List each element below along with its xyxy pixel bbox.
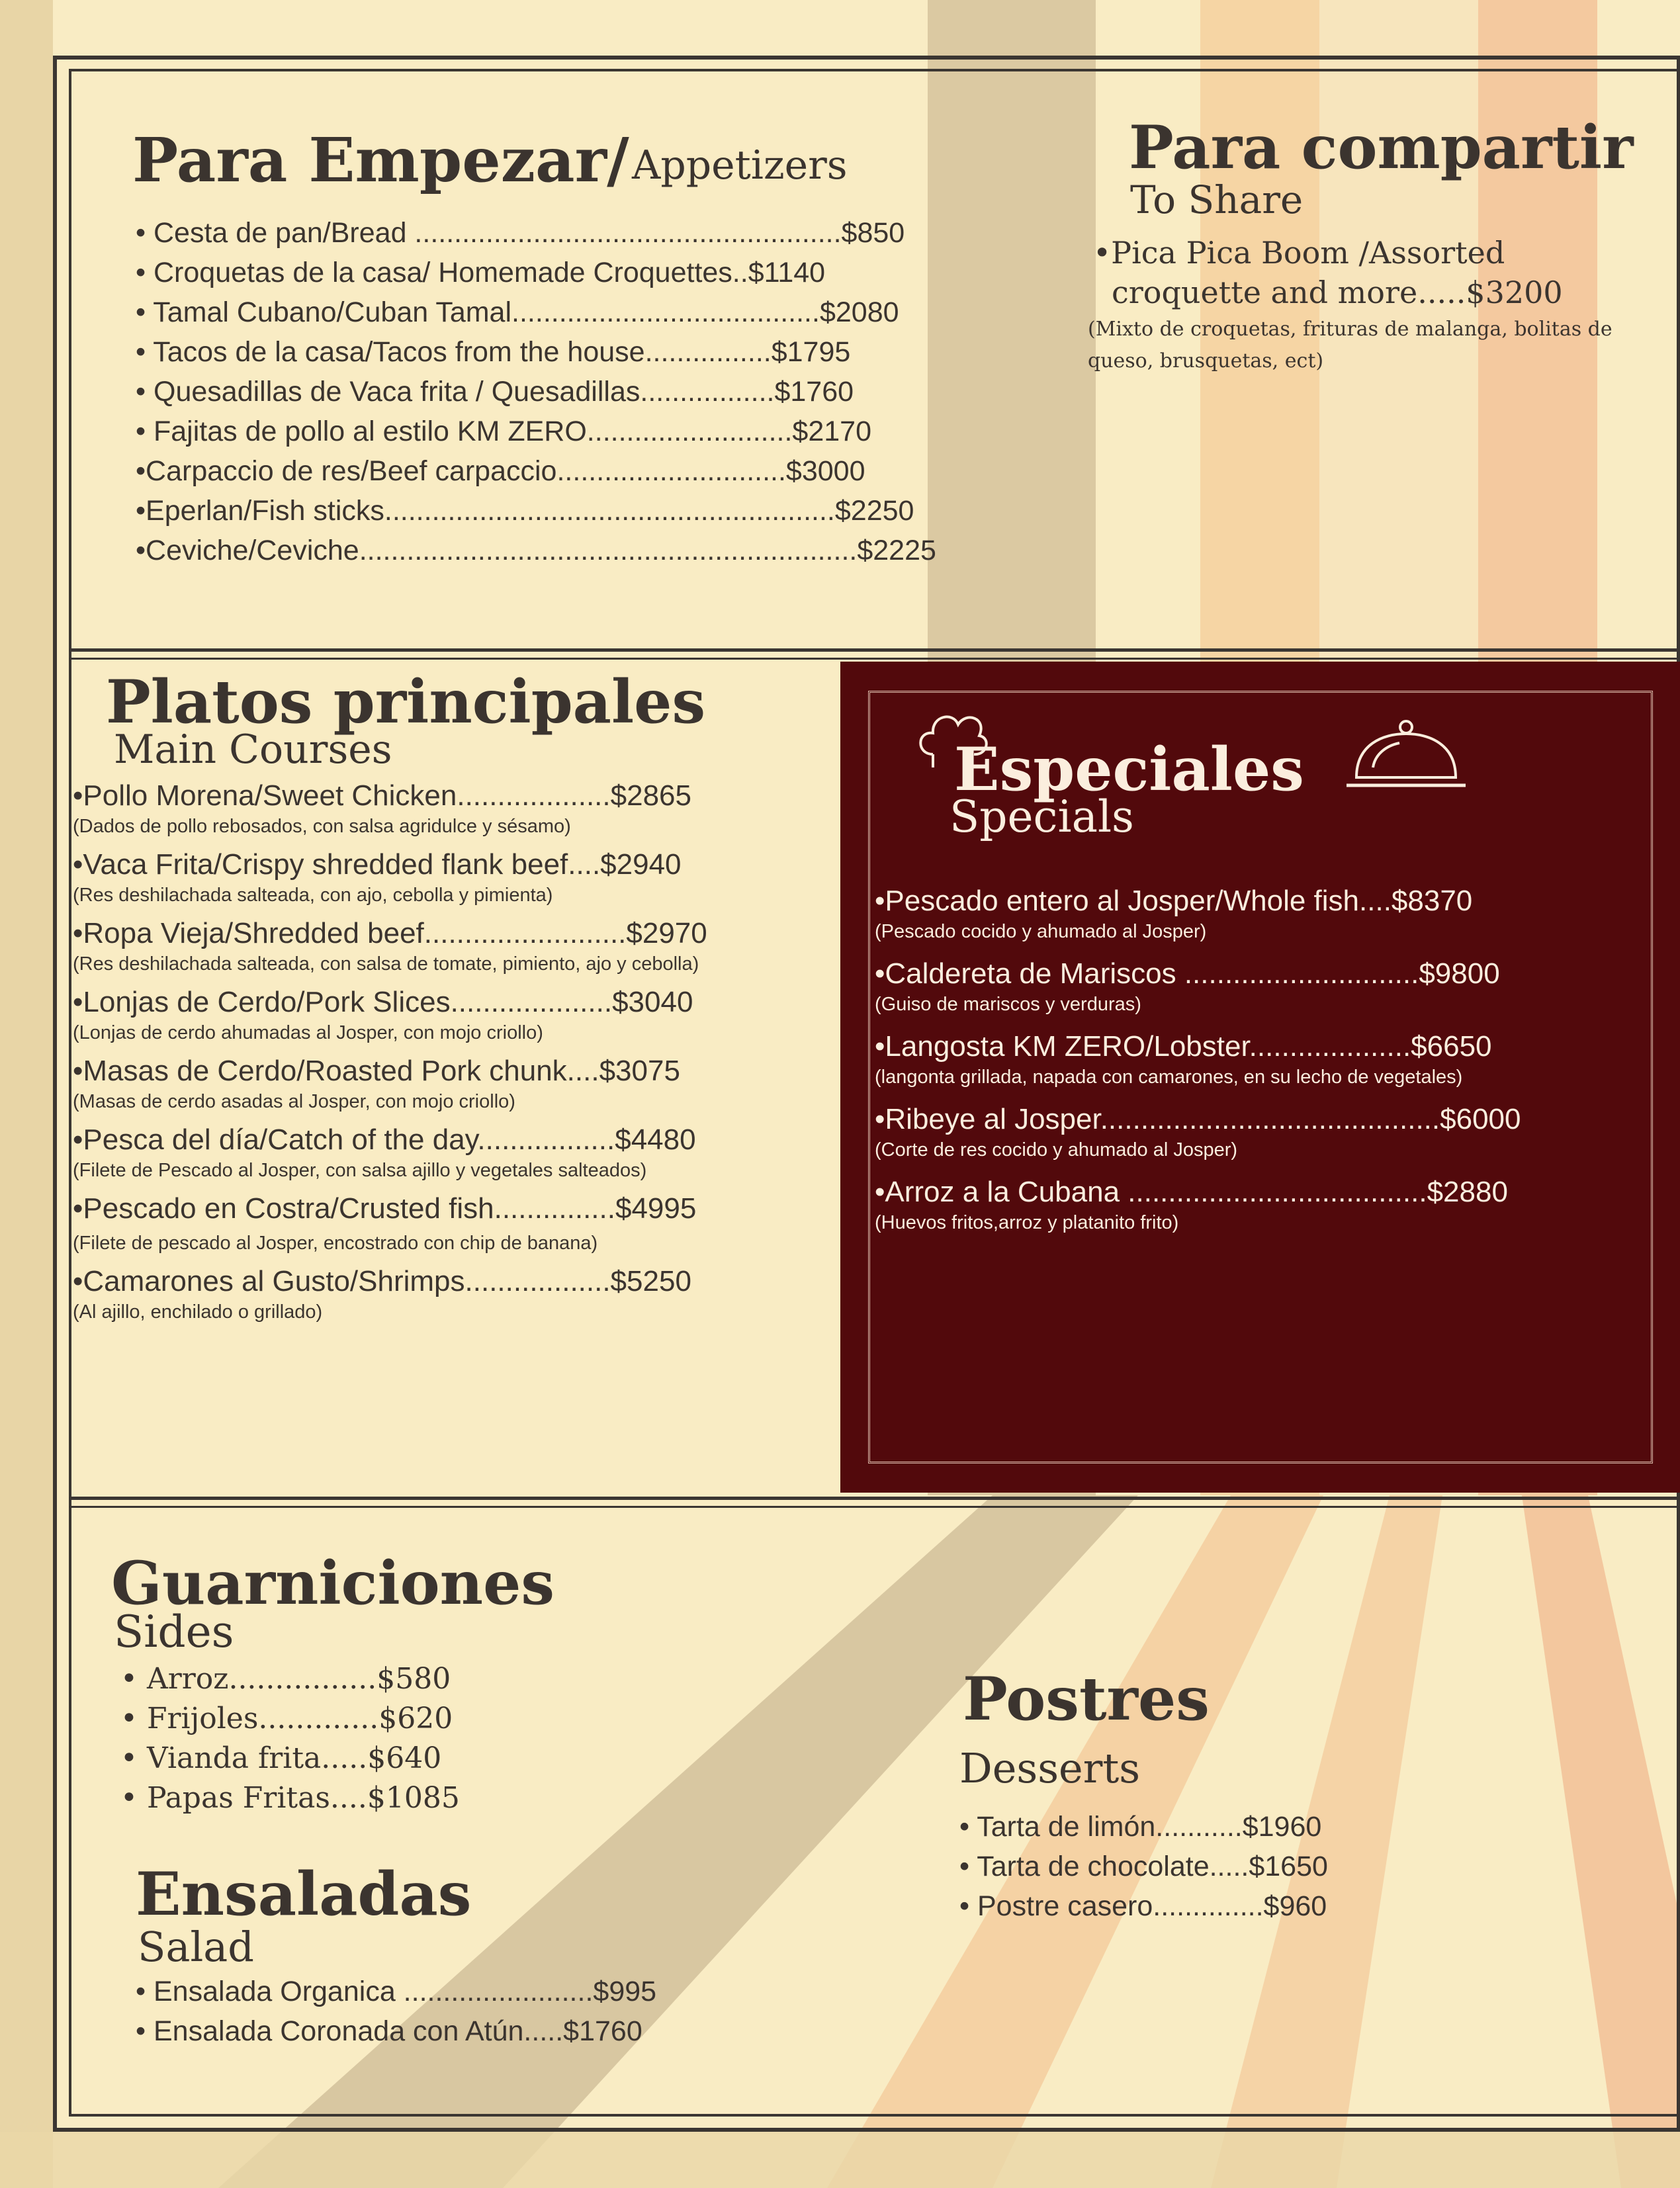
list-item: • Fajitas de pollo al estilo KM ZERO..........................$2170 (136, 416, 871, 447)
list-item: •Ceviche/Ceviche...............................................................$2225 (136, 535, 936, 566)
divider-top-thin (69, 658, 1680, 660)
list-item: • Tarta de limón...........$1960 (959, 1811, 1322, 1843)
list-item: • Papas Fritas....$1085 (120, 1781, 460, 1815)
menu-item-name: •Pescado en Costra/Crusted fish...............$4995 (73, 1192, 697, 1225)
sides-list (120, 1659, 460, 1818)
to-share-title: Para compartir (1129, 112, 1634, 183)
list-item: • Tacos de la casa/Tacos from the house................$1795 (136, 336, 851, 368)
menu-item-note: (Dados de pollo rebosados, con salsa agridulce y sésamo) (73, 816, 571, 837)
to-share-note-line2: queso, brusquetas, ect) (1088, 349, 1324, 372)
list-item: • Frijoles.............$620 (120, 1702, 453, 1735)
divider-bottom-thin (69, 1506, 1680, 1508)
menu-item-name: •Pesca del día/Catch of the day.................$4480 (73, 1123, 696, 1156)
to-share-item-line1: •Pica Pica Boom /Assorted (1093, 235, 1505, 271)
list-item: •Eperlan/Fish sticks.........................................................$2250 (136, 495, 914, 527)
menu-item-name: •Lonjas de Cerdo/Pork Slices....................$3040 (73, 986, 693, 1018)
specials-list (875, 884, 1521, 1248)
menu-item-note: (Corte de res cocido y ahumado al Josper) (875, 1139, 1238, 1160)
desserts-title: Postres (963, 1664, 1210, 1734)
menu-item-note: (Pescado cocido y ahumado al Josper) (875, 921, 1207, 942)
divider-top (69, 648, 1680, 652)
menu-item-name: •Vaca Frita/Crispy shredded flank beef....$2940 (73, 848, 682, 881)
menu-item-name: •Pollo Morena/Sweet Chicken...................$2865 (73, 779, 691, 812)
list-item: •Carpaccio de res/Beef carpaccio.............................$3000 (136, 455, 865, 487)
appetizers-list (136, 213, 936, 570)
salad-subtitle: Salad (138, 1923, 254, 1971)
list-item: • Tamal Cubano/Cuban Tamal.......................................$2080 (136, 296, 899, 328)
menu-item-name: •Ribeye al Josper..........................................$6000 (875, 1103, 1521, 1135)
list-item: • Arroz................$580 (120, 1662, 451, 1696)
sides-subtitle: Sides (114, 1606, 234, 1657)
menu-item-name: •Pescado entero al Josper/Whole fish....$8370 (875, 885, 1473, 917)
list-item: • Quesadillas de Vaca frita / Quesadillas.................$1760 (136, 376, 854, 408)
list-item: • Tarta de chocolate.....$1650 (959, 1851, 1328, 1882)
menu-item-name: •Masas de Cerdo/Roasted Pork chunk....$3075 (73, 1055, 680, 1087)
menu-item-note: (Filete de pescado al Josper, encostrado con chip de banana) (73, 1233, 598, 1254)
list-item: • Postre casero..............$960 (959, 1890, 1327, 1922)
menu-item-name: •Caldereta de Mariscos .............................$9800 (875, 957, 1500, 990)
sides-title: Guarniciones (111, 1548, 555, 1618)
menu-item-note: (langonta grillada, napada con camarones, en su lecho de vegetales) (875, 1067, 1463, 1088)
main-courses-title: Platos principales (106, 667, 706, 737)
main-courses-subtitle: Main Courses (114, 726, 392, 773)
cloche-icon (1343, 718, 1469, 797)
menu-item-name: •Arroz a la Cubana .....................................$2880 (875, 1176, 1508, 1208)
menu-item-name: •Langosta KM ZERO/Lobster....................$6650 (875, 1030, 1492, 1063)
to-share-item-line2: croquette and more.....$3200 (1112, 275, 1563, 310)
divider-bottom (69, 1497, 1680, 1500)
list-item: • Cesta de pan/Bread ......................................................$850 (136, 217, 905, 249)
menu-item-name: •Camarones al Gusto/Shrimps..................$5250 (73, 1265, 691, 1297)
menu-item-note: (Guiso de mariscos y verduras) (875, 994, 1141, 1015)
menu-item-note: (Res deshilachada salteada, con salsa de tomate, pimiento, ajo y cebolla) (73, 953, 699, 975)
menu-item-note: (Huevos fritos,arroz y platanito frito) (875, 1212, 1179, 1233)
to-share-subtitle: To Share (1130, 177, 1304, 222)
salad-list (136, 1972, 656, 2051)
menu-item-name: •Ropa Vieja/Shredded beef.........................$2970 (73, 917, 707, 949)
desserts-list (959, 1807, 1328, 1926)
specials-title: Especiales (954, 734, 1304, 805)
menu-item-note: (Lonjas de cerdo ahumadas al Josper, con mojo criollo) (73, 1022, 543, 1043)
specials-subtitle: Specials (950, 791, 1134, 842)
to-share-note-line1: (Mixto de croquetas, frituras de malanga, bolitas de (1088, 318, 1613, 341)
menu-item-note: (Al ajillo, enchilado o grillado) (73, 1301, 323, 1323)
appetizers-subtitle: Appetizers (632, 142, 848, 189)
list-item: • Ensalada Coronada con Atún.....$1760 (136, 2015, 642, 2047)
menu-item-note: (Filete de Pescado al Josper, con salsa ajillo y vegetales salteados) (73, 1160, 647, 1181)
main-courses-list (73, 779, 707, 1333)
menu-item-note: (Res deshilachada salteada, con ajo, cebolla y pimienta) (73, 885, 553, 906)
list-item: • Vianda frita.....$640 (120, 1741, 442, 1775)
desserts-subtitle: Desserts (959, 1744, 1141, 1792)
list-item: • Ensalada Organica ........................$995 (136, 1976, 657, 2007)
menu-item-note: (Masas de cerdo asadas al Josper, con mojo criollo) (73, 1091, 515, 1112)
list-item: • Croquetas de la casa/ Homemade Croquettes..$1140 (136, 257, 826, 288)
salad-title: Ensaladas (136, 1859, 472, 1929)
appetizers-title: Para Empezar/ (132, 124, 629, 196)
